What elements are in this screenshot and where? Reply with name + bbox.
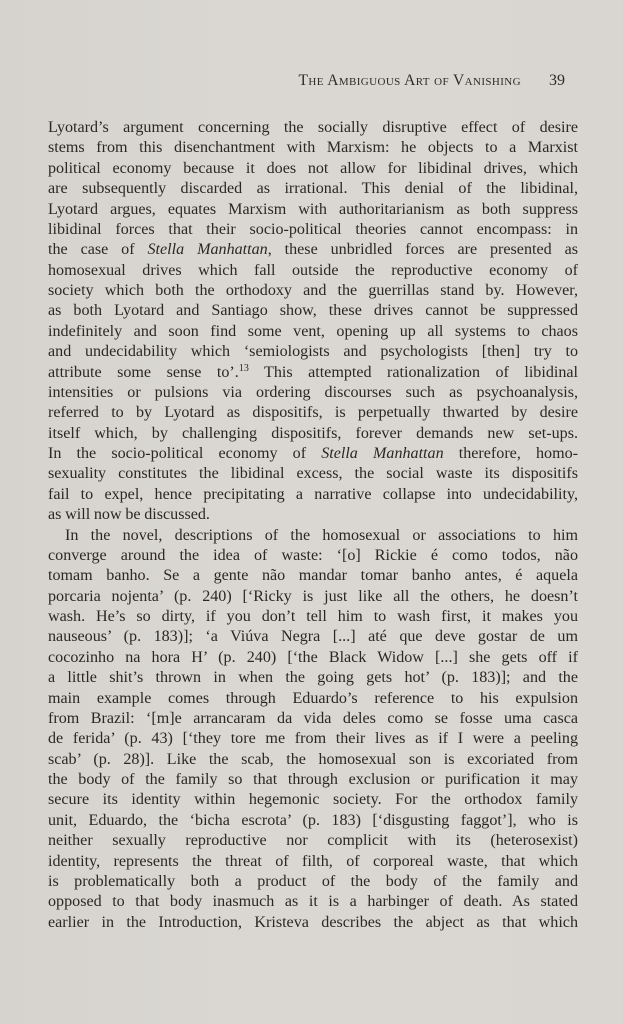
text-segment: earlier in the Introduction, Kristeva describes the abject as that which — [48, 913, 578, 931]
text-segment: intensities or pulsions via ordering discourses such as psychoanalysis, — [48, 383, 578, 401]
body-text — [48, 118, 578, 933]
text-segment: the case of — [48, 241, 148, 259]
text-line — [48, 892, 578, 912]
running-head — [298, 72, 565, 96]
text-segment: fail to expel, hence precipitating a narrative collapse into undecidability, — [48, 485, 578, 503]
text-line — [48, 301, 578, 321]
text-segment: political economy because it does not allow for libidinal drives, which — [48, 159, 578, 177]
text-line — [48, 831, 578, 851]
text-segment: unit, Eduardo, the ‘bicha escrota’ (p. 183) [‘disgusting faggot’], who is — [48, 811, 578, 829]
text-line — [48, 200, 578, 220]
text-line — [48, 403, 578, 423]
paragraph — [48, 526, 578, 934]
text-line — [48, 464, 578, 484]
text-segment: cocozinho na hora H’ (p. 240) [‘the Black Widow [...] she gets off if — [48, 648, 578, 666]
text-segment: tomam banho. Se a gente não mandar tomar banho antes, é aquela — [48, 567, 578, 585]
text-segment: from Brazil: ‘[m]e arrancaram da vida deles como se fosse uma casca — [48, 709, 578, 727]
text-line — [48, 383, 578, 403]
text-line — [48, 322, 578, 342]
text-segment: wash. He’s so dirty, if you don’t tell him to wash first, it makes you — [48, 608, 578, 625]
running-title: The Ambiguous Art of Vanishing — [298, 72, 521, 89]
text-segment: the body of the family so that through exclusion or purification it may — [48, 771, 578, 788]
text-segment: In the socio-political economy of — [48, 445, 322, 462]
text-line — [48, 750, 578, 770]
text-segment: neither sexually reproductive nor complicit with its (heterosexist) — [48, 832, 578, 850]
page-number: 39 — [549, 72, 565, 89]
text-line — [48, 668, 578, 688]
paragraph — [48, 118, 578, 526]
text-segment: as both Lyotard and Santiago show, these drives cannot be suppressed — [48, 302, 578, 320]
text-segment: and undecidability which ‘semiologists and psychologists [then] try to — [48, 343, 578, 361]
text-segment: itself which, by challenging dispositifs, forever demands new set-ups. — [48, 424, 578, 442]
text-segment: nauseous’ (p. 183)]; ‘a Viúva Negra [...] até que deve gostar de um — [48, 628, 578, 646]
text-line — [48, 261, 578, 281]
text-line — [48, 546, 578, 566]
text-line — [48, 587, 578, 607]
text-segment: as will now be discussed. — [48, 506, 210, 524]
text-segment: therefore, homo- — [443, 445, 579, 462]
text-line — [48, 811, 578, 831]
text-line — [48, 913, 578, 933]
text-line — [48, 240, 578, 260]
text-line — [48, 444, 578, 464]
text-line — [48, 729, 578, 749]
text-segment: , these unbridled forces are presented as — [267, 241, 578, 259]
text-segment: identity, represents the threat of filth, of corporeal waste, that which — [48, 852, 578, 870]
text-segment: opposed to that body inasmuch as it is a harbinger of death. As stated — [48, 893, 578, 911]
text-segment: referred to by Lyotard as dispositifs, is perpetually thwarted by desire — [48, 404, 578, 422]
text-segment: de ferida’ (p. 43) [‘they tore me from their lives as if I were a peeling — [48, 730, 578, 748]
text-segment: society which both the orthodoxy and the guerrillas stand by. However, — [48, 282, 578, 299]
text-line — [48, 709, 578, 729]
text-line — [48, 872, 578, 892]
italic-title: Stella Manhattan — [147, 241, 268, 259]
text-segment: a little shit’s thrown in when the going gets hot’ (p. 183)]; and the — [48, 669, 578, 687]
text-segment: stems from this disenchantment with Marxism: he objects to a Marxist — [48, 139, 578, 157]
text-line — [48, 689, 578, 709]
text-line — [48, 281, 578, 301]
text-line — [48, 790, 578, 810]
text-segment: homosexual drives which fall outside the reproductive economy of — [48, 261, 578, 279]
text-segment: main example comes through Eduardo’s reference to his expulsion — [48, 689, 578, 707]
text-line — [48, 526, 578, 546]
text-line — [48, 118, 578, 138]
text-line — [48, 485, 578, 505]
text-line — [48, 505, 578, 525]
italic-title: Stella Manhattan — [321, 445, 444, 462]
footnote-marker: 13 — [238, 362, 249, 374]
text-segment: are subsequently discarded as irrational. This denial of the libidinal, — [48, 180, 578, 198]
text-segment: is problematically both a product of the body of the family and — [48, 872, 578, 890]
text-line — [48, 852, 578, 872]
text-segment: scab’ (p. 28)]. Like the scab, the homosexual son is excoriated from — [48, 750, 578, 768]
text-line — [48, 138, 578, 158]
text-line — [48, 159, 578, 179]
text-line — [48, 342, 578, 362]
text-segment: libidinal forces that their socio-political theories cannot encompass: in — [48, 220, 578, 238]
text-line — [48, 220, 578, 240]
text-line — [48, 363, 578, 383]
text-line — [48, 770, 578, 790]
text-segment: attribute some sense to’. — [48, 363, 239, 381]
text-line — [48, 607, 578, 627]
text-line — [48, 566, 578, 586]
text-segment: indefinitely and soon find some vent, opening up all systems to chaos — [48, 322, 578, 340]
text-line — [48, 424, 578, 444]
text-segment: Lyotard’s argument concerning the socially disruptive effect of desire — [48, 119, 578, 136]
text-segment: converge around the idea of waste: ‘[o] Rickie é como todos, não — [48, 546, 578, 564]
text-line — [48, 627, 578, 647]
text-segment: Lyotard argues, equates Marxism with authoritarianism as both suppress — [48, 200, 578, 218]
text-segment: secure its identity within hegemonic society. For the orthodox family — [48, 791, 578, 809]
text-segment: In the novel, descriptions of the homosexual or associations to him — [65, 526, 578, 544]
text-line — [48, 179, 578, 199]
text-segment: This attempted rationalization of libidinal — [248, 363, 578, 381]
text-line — [48, 648, 578, 668]
text-segment: sexuality constitutes the libidinal excess, the social waste its dispositifs — [48, 465, 578, 483]
text-segment: porcaria nojenta’ (p. 240) [‘Ricky is just like all the others, he doesn’t — [48, 587, 578, 605]
